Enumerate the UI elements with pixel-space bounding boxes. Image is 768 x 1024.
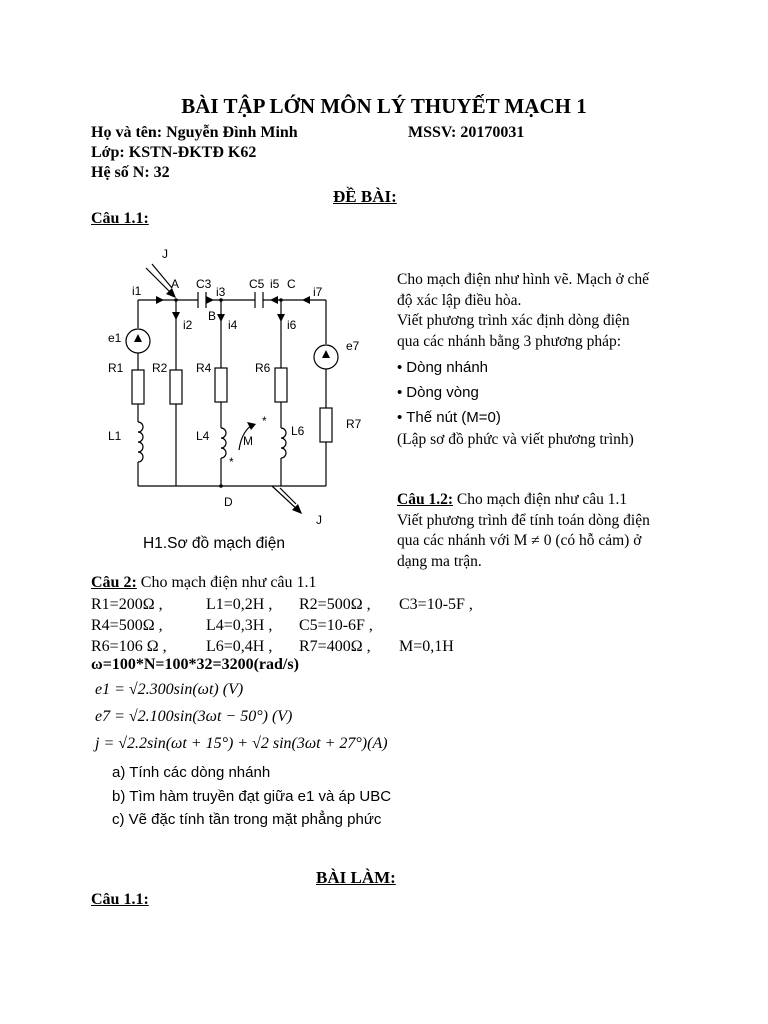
cau2-tasks [112, 761, 391, 832]
task-a: a) Tính các dòng nhánh [112, 764, 271, 781]
cau11-line: Viết phương trình xác định dòng điện [397, 312, 630, 329]
cau12-line: Viết phương trình để tính toán dòng điện [397, 511, 650, 529]
label-i7: i7 [313, 285, 323, 299]
student-id: MSSV: 20170031 [408, 124, 525, 141]
label-node-a: A [171, 277, 180, 291]
cau2-values-row-2 [91, 615, 373, 636]
label-i2: i2 [183, 318, 193, 332]
cau2-intro-line [91, 574, 317, 592]
label-l6: L6 [291, 424, 305, 438]
de-bai-heading: ĐỀ BÀI: [333, 187, 397, 206]
cau11-line: Cho mạch điện như hình vẽ. Mạch ở chế [397, 271, 650, 288]
label-star-1: * [262, 414, 267, 428]
cau2-heading: Câu 2: [91, 574, 137, 591]
document-title: BÀI TẬP LỚN MÔN LÝ THUYẾT MẠCH 1 [181, 94, 587, 118]
cau2-values-row-3 [91, 636, 454, 657]
label-m: M [243, 434, 253, 448]
cau11-solution-heading: Câu 1.1: [91, 891, 149, 908]
label-c5: C5 [249, 277, 265, 291]
cau11-heading: Câu 1.1: [91, 210, 149, 227]
value-c5: C5=10-6F , [299, 617, 373, 634]
student-class: Lớp: KSTN-ĐKTĐ K62 [91, 144, 257, 161]
value-m: M=0,1H [399, 638, 454, 655]
circuit-caption: H1.Sơ đồ mạch điện [143, 535, 285, 552]
value-r4: R4=500Ω , [91, 617, 163, 634]
equation-j: j = √2.2sin(ωt + 15°) + √2 sin(3ωt + 27°)(A) [95, 735, 388, 752]
label-r1: R1 [108, 361, 124, 375]
student-coef: Hệ số N: 32 [91, 164, 170, 181]
label-node-b: B [208, 309, 217, 323]
label-node-c: C [287, 277, 296, 291]
value-c3: C3=10-5F , [399, 596, 473, 613]
cau11-description [397, 270, 697, 451]
label-e7: e7 [346, 339, 360, 353]
cau12-heading: Câu 1.2: [397, 491, 453, 508]
equation-e1: e1 = √2.300sin(ωt) (V) [95, 681, 244, 698]
label-j-out: J [316, 513, 322, 527]
label-r7: R7 [346, 417, 362, 431]
label-i4: i4 [228, 318, 238, 332]
student-name: Họ và tên: Nguyễn Đình Minh [91, 124, 298, 141]
method-branch-current: • Dòng nhánh [397, 355, 697, 380]
label-i1: i1 [132, 284, 142, 298]
label-j-in: J [162, 247, 168, 261]
label-node-d: D [224, 495, 233, 509]
label-c3: C3 [196, 277, 212, 291]
value-r7: R7=400Ω , [299, 638, 371, 655]
method-loop-current: • Dòng vòng [397, 380, 697, 405]
cau12-line: dạng ma trận. [397, 552, 482, 570]
value-l1: L1=0,2H , [206, 596, 273, 613]
cau12-line: qua các nhánh với M ≠ 0 (có hỗ cảm) ở [397, 532, 642, 549]
cau12-first: Cho mạch điện như câu 1.1 [452, 491, 628, 508]
method-node-potential: • Thế nút (M=0) [397, 405, 697, 430]
label-r2: R2 [152, 361, 168, 375]
cau11-line: độ xác lập điều hòa. [397, 291, 522, 309]
value-l6: L6=0,4H , [206, 638, 273, 655]
label-l4: L4 [196, 429, 210, 443]
value-r6: R6=106 Ω , [91, 638, 167, 655]
value-r1: R1=200Ω , [91, 596, 163, 613]
equation-e7: e7 = √2.100sin(3ωt − 50°) (V) [95, 708, 293, 725]
cau12-block [397, 490, 697, 572]
cau11-note: (Lập sơ đồ phức và viết phương trình) [397, 431, 634, 448]
label-i5: i5 [270, 277, 280, 291]
omega-line: ω=100*N=100*32=3200(rad/s) [91, 656, 299, 673]
cau11-line: qua các nhánh bằng 3 phương pháp: [397, 332, 622, 350]
label-l1: L1 [108, 429, 122, 443]
label-e1: e1 [108, 331, 122, 345]
label-i6: i6 [287, 318, 297, 332]
label-r4: R4 [196, 361, 212, 375]
circuit-diagram [100, 238, 370, 538]
label-i3: i3 [216, 285, 226, 299]
cau2-intro: Cho mạch điện như câu 1.1 [136, 574, 317, 591]
label-r6: R6 [255, 361, 271, 375]
value-l4: L4=0,3H , [206, 617, 273, 634]
label-star-2: * [229, 455, 234, 469]
cau2-values-row-1 [91, 594, 473, 615]
task-b: b) Tìm hàm truyền đạt giữa e1 và áp UBC [112, 787, 392, 805]
task-c: c) Vẽ đặc tính tần trong mặt phẳng phức [112, 811, 382, 828]
value-r2: R2=500Ω , [299, 596, 371, 613]
bai-lam-heading: BÀI LÀM: [316, 868, 396, 887]
